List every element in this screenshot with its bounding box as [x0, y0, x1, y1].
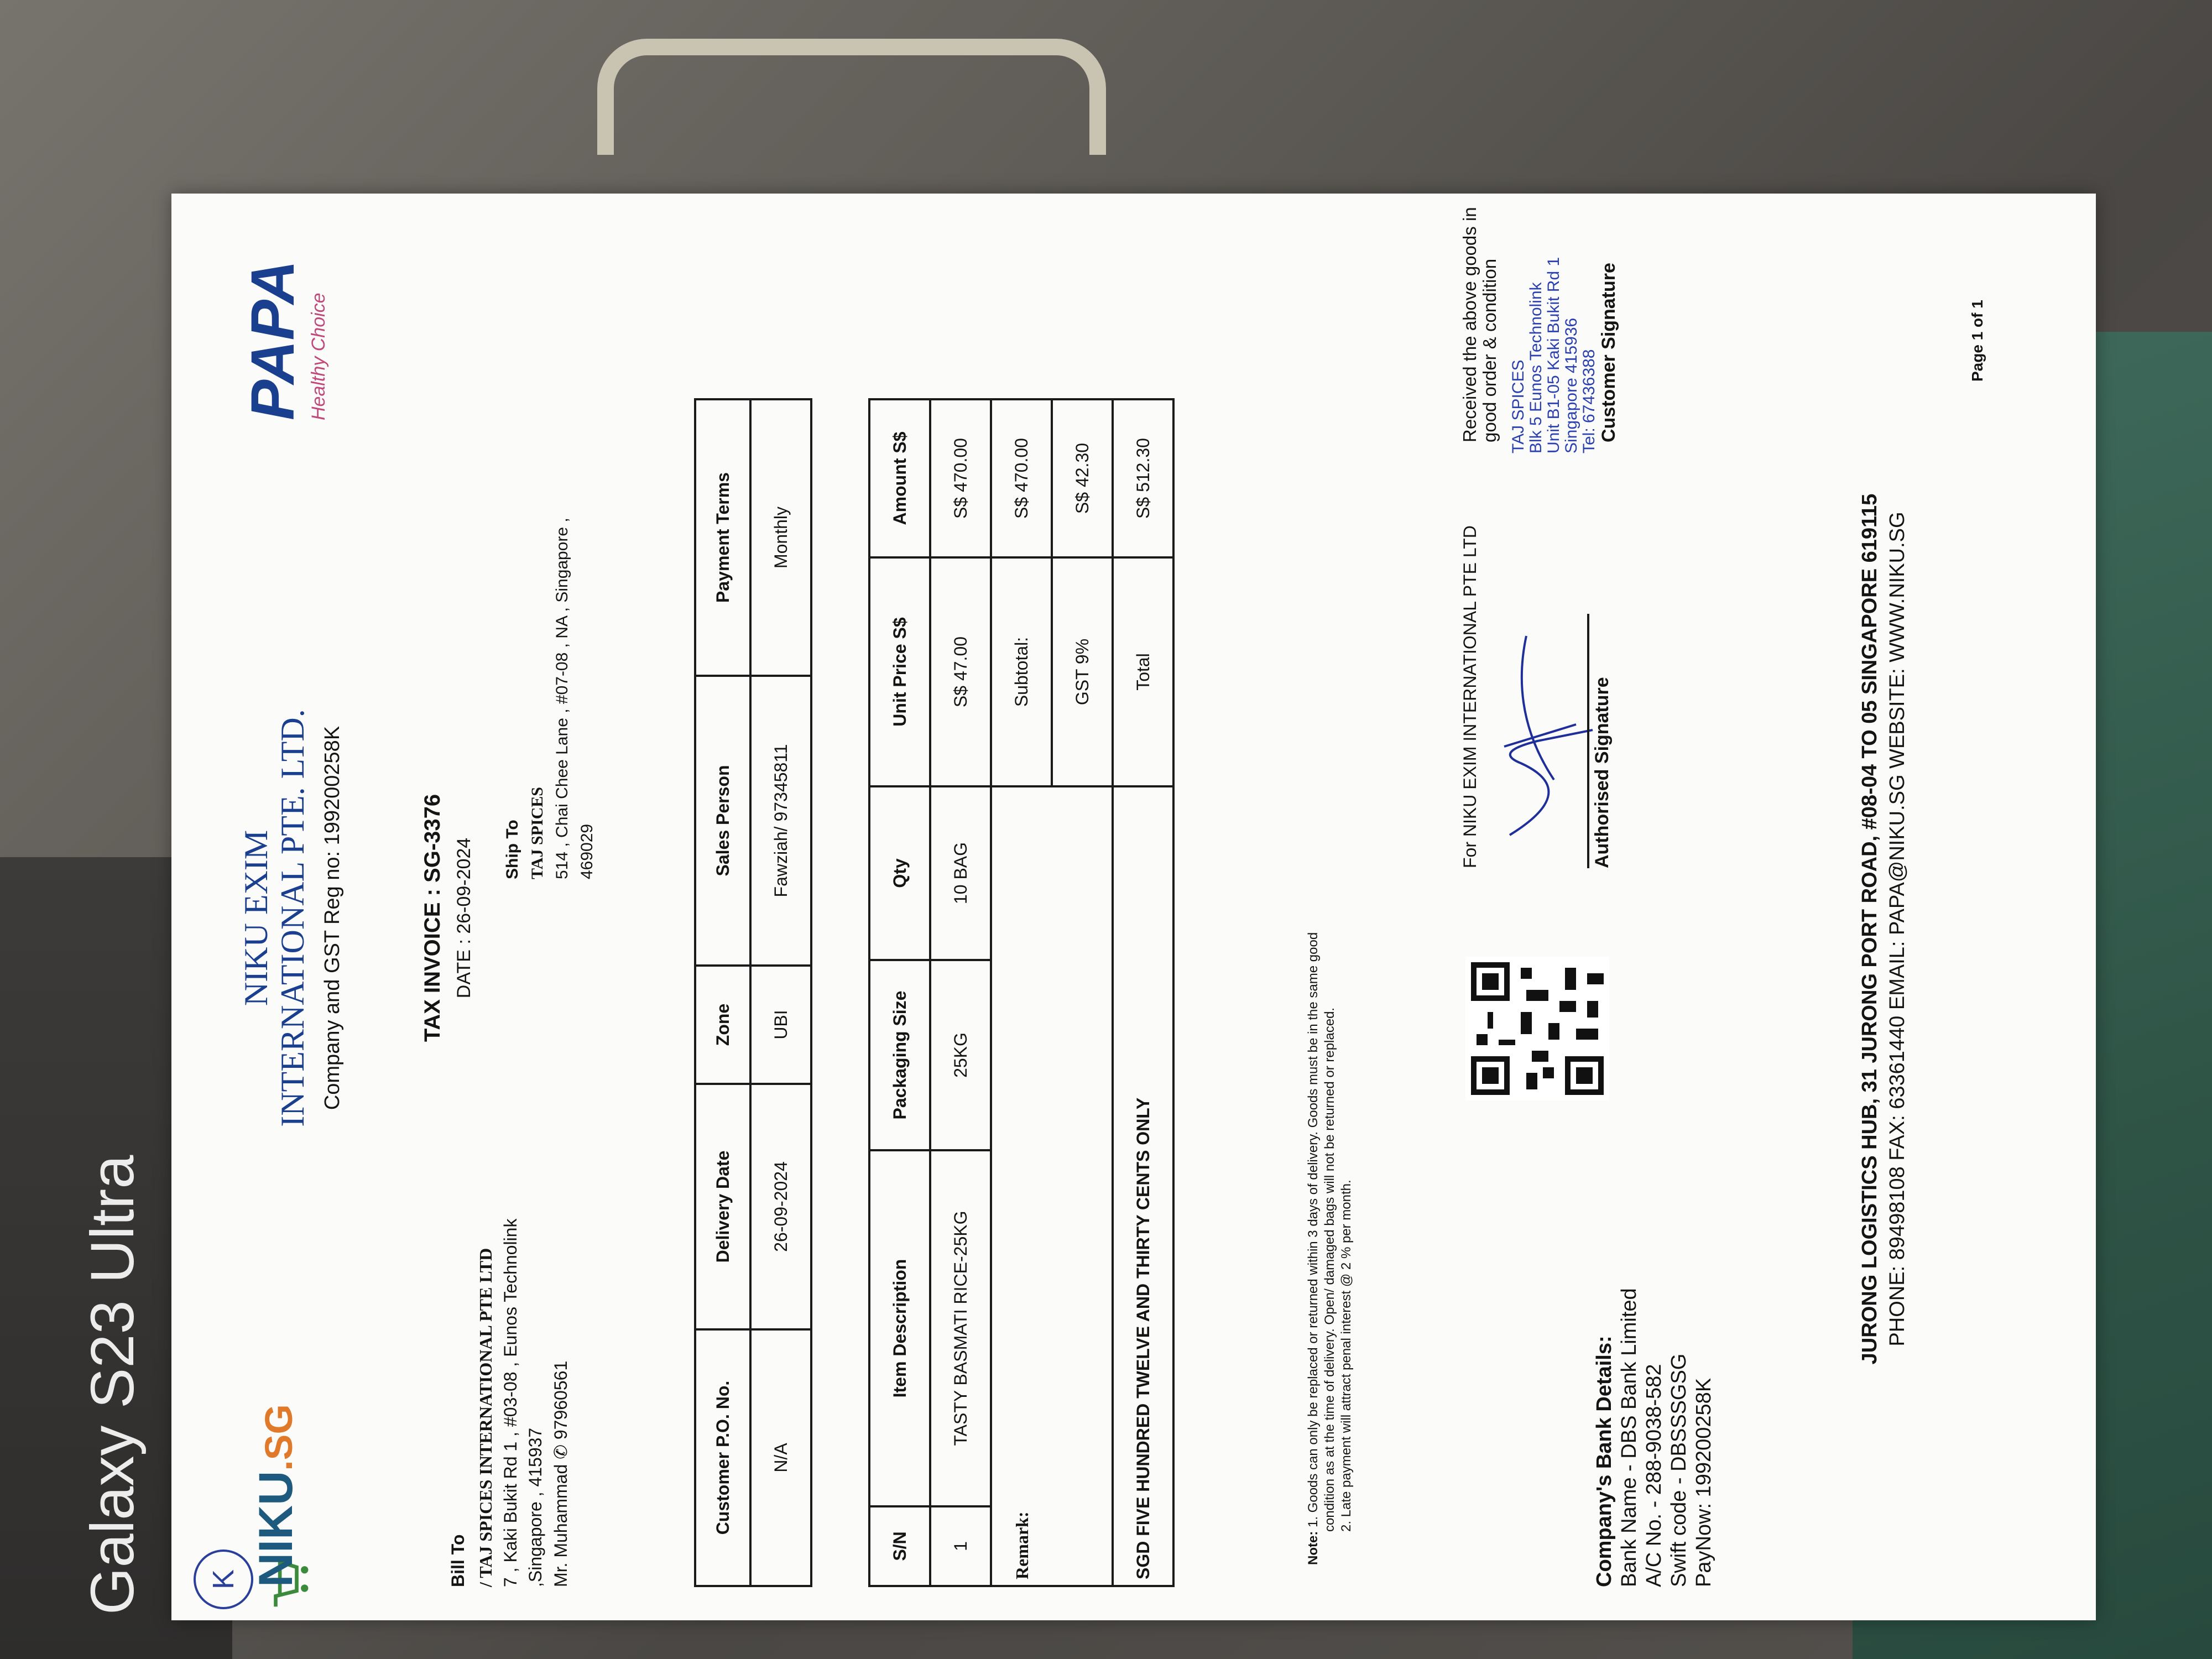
- items-header: Amount S$: [869, 399, 930, 557]
- camera-watermark: Galaxy S23 Ultra: [79, 1155, 147, 1615]
- item-qty: 10 BAG: [930, 786, 991, 960]
- notes: Note: 1. Goods can only be replaced or returned within 3 days of delivery. Goods must be in the same good condition as at the time of delivery. Open/ damaged bags will not be returned or replaced. 2. Late payment will attract penal interest @ 2 % per month.: [1306, 932, 1354, 1565]
- bank-detail-line: Bank Name - DBS Bank Limited: [1618, 1288, 1641, 1587]
- customer-signature-label: Customer Signature: [1598, 263, 1619, 442]
- items-table: [868, 398, 1175, 1587]
- company-name: NIKU EXIM INTERNATIONAL PTE. LTD.: [238, 709, 311, 1127]
- subtotal-label: Subtotal:: [991, 557, 1052, 786]
- invoice-paper: [171, 194, 2096, 1620]
- authorised-signature-label: Authorised Signature: [1587, 614, 1613, 868]
- bill-to-line: 7 , Kaki Bukit Rd 1 , #03-08 , Eunos Technolink: [500, 1218, 520, 1587]
- footer-contact: PHONE: 89498108 FAX: 63361440 EMAIL: PAPA@NIKU.SG WEBSITE: WWW.NIKU.SG: [1886, 512, 1909, 1347]
- footer-address: JURONG LOGISTICS HUB, 31 JURONG PORT ROAD, #08-04 TO 05 SINGAPORE 619115: [1858, 493, 1881, 1365]
- order-cell: UBI: [750, 966, 811, 1084]
- bank-detail-line: A/C No. - 288-9038-582: [1642, 1364, 1666, 1587]
- order-header: Payment Terms: [695, 399, 750, 676]
- order-cell: Fawziah/ 97345811: [750, 676, 811, 966]
- invoice-title: TAX INVOICE : SG-3376: [420, 794, 445, 1042]
- authorised-signature-scribble: [1488, 625, 1598, 857]
- item-sn: 1: [930, 1506, 991, 1586]
- order-cell: Monthly: [750, 399, 811, 676]
- items-header: S/N: [869, 1506, 930, 1586]
- received-text: Received the above goods in good order & condition: [1459, 207, 1500, 442]
- bank-detail-line: Swift code - DBSSSGSG: [1667, 1353, 1691, 1587]
- order-header: Zone: [695, 966, 750, 1084]
- qr-code: [1465, 957, 1609, 1100]
- total-label: Total: [1113, 557, 1173, 786]
- for-company-text: For NIKU EXIM INTERNATIONAL PTE LTD: [1460, 525, 1480, 868]
- bank-detail-line: PayNow: 199200258K: [1692, 1378, 1715, 1587]
- background-handle: [597, 39, 1106, 155]
- item-unit-price: S$ 47.00: [930, 557, 991, 786]
- invoice-date: DATE : 26-09-2024: [453, 837, 474, 999]
- amount-in-words: SGD FIVE HUNDRED TWELVE AND THIRTY CENTS ONLY: [1113, 786, 1173, 1586]
- page-number: Page 1 of 1: [1969, 300, 1986, 382]
- item-description: TASTY BASMATI RICE-25KG: [930, 1150, 991, 1506]
- phone-icon: ✆: [551, 1444, 571, 1459]
- item-amount: S$ 470.00: [930, 399, 991, 557]
- niku-logo: NIKU.SG: [249, 1404, 302, 1587]
- handwritten-circle-mark: K: [194, 1550, 253, 1609]
- bill-to-heading: Bill To: [448, 1534, 468, 1587]
- order-header: Sales Person: [695, 676, 750, 966]
- order-header: Delivery Date: [695, 1084, 750, 1329]
- item-packaging: 25KG: [930, 960, 991, 1150]
- bill-to-line: / TAJ SPICES INTERNATIONAL PTE LTD: [476, 1248, 495, 1587]
- order-table: [694, 398, 812, 1587]
- order-cell: N/A: [750, 1329, 811, 1586]
- ship-to-line: 514 , Chai Chee Lane , #07-08 , NA , Singapore ,: [553, 518, 571, 879]
- order-cell: 26-09-2024: [750, 1084, 811, 1329]
- bill-to-contact: Mr. Muhammad ✆ 97960561: [551, 1360, 571, 1587]
- items-header: Item Description: [869, 1150, 930, 1506]
- items-header: Packaging Size: [869, 960, 930, 1150]
- gst-label: GST 9%: [1052, 557, 1113, 786]
- bank-details-heading: Company's Bank Details:: [1593, 1335, 1616, 1587]
- customer-stamp: TAJ SPICES Blk 5 Eunos Technolink Unit B1-05 Kaki Bukit Rd 1 Singapore 415936 Tel: 67436388: [1509, 257, 1598, 453]
- items-header: Qty: [869, 786, 930, 960]
- company-reg: Company and GST Reg no: 199200258K: [321, 726, 344, 1110]
- remark-cell: Remark:: [991, 786, 1052, 1586]
- invoice-sheet: [171, 194, 2096, 1620]
- order-header: Customer P.O. No.: [695, 1329, 750, 1586]
- papa-logo: PAPA Healthy Choice: [239, 260, 329, 420]
- total-value: S$ 512.30: [1113, 399, 1173, 557]
- ship-to-line: TAJ SPICES: [528, 787, 546, 879]
- bill-to-line: ,Singapore , 415937: [525, 1427, 545, 1587]
- subtotal-value: S$ 470.00: [991, 399, 1052, 557]
- gst-value: S$ 42.30: [1052, 399, 1113, 557]
- ship-to-line: 469029: [578, 823, 596, 879]
- items-header: Unit Price S$: [869, 557, 930, 786]
- ship-to-heading: Ship To: [503, 820, 521, 879]
